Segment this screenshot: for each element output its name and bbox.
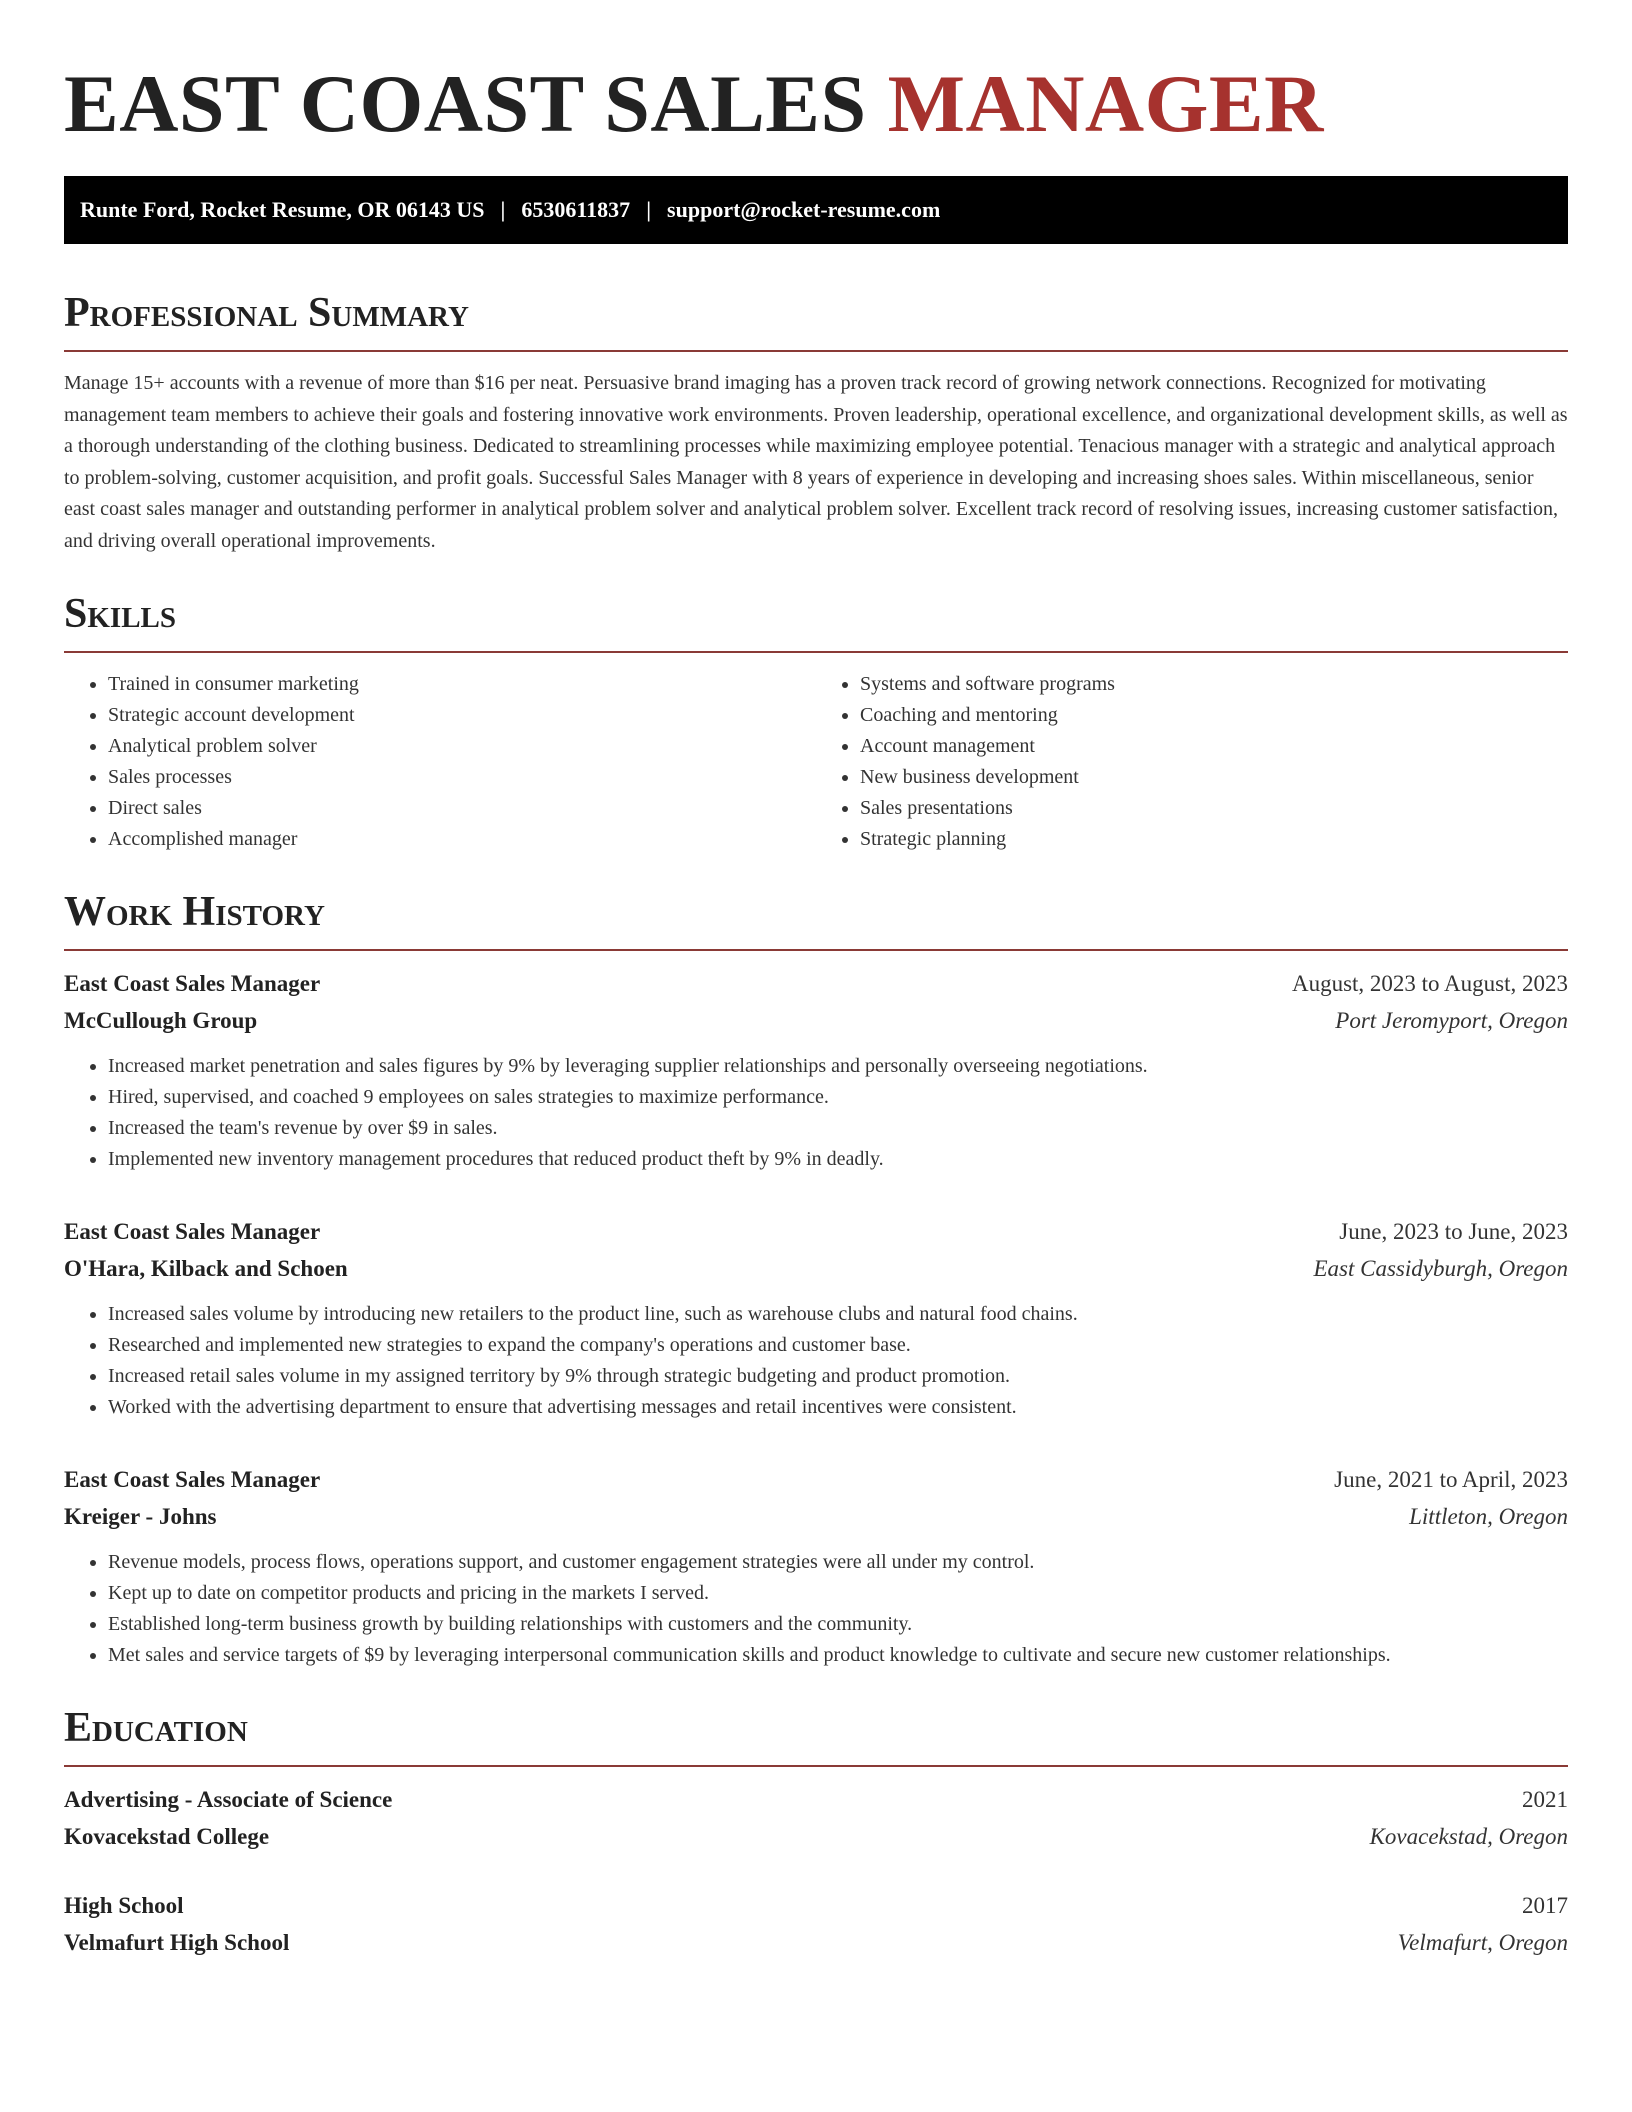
job-company: McCullough Group [64, 1008, 258, 1033]
education-school: Kovacekstad College [64, 1824, 270, 1849]
job-bullet: • Kept up to date on competitor products and pricing in the markets I served. [108, 1578, 1568, 1609]
job-bullet: • Increased market penetration and sales figures by 9% by leveraging supplier relationships and personally overseeing negotiations. [108, 1051, 1568, 1082]
job-company: O'Hara, Kilback and Schoen [64, 1256, 348, 1281]
education-degree: High School [64, 1893, 184, 1918]
job-company-row [64, 1498, 1568, 1535]
education-entry [64, 1887, 1568, 1961]
job-bullet: • Increased the team's revenue by over $9 in sales. [108, 1113, 1568, 1144]
skills-section [64, 587, 1568, 855]
education-degree: Advertising - Associate of Science [64, 1787, 393, 1812]
skills-list-right [816, 669, 1568, 855]
work-history-section [64, 885, 1568, 1671]
job-location: Port Jeromyport, Oregon [1335, 1008, 1568, 1033]
skill-item: • Trained in consumer marketing [108, 669, 816, 700]
job-bullets [64, 1299, 1568, 1423]
education-location: Kovacekstad, Oregon [1369, 1824, 1568, 1849]
contact-phone: 6530611837 [521, 197, 631, 222]
education-location: Velmafurt, Oregon [1397, 1930, 1568, 1955]
job-bullet: • Met sales and service targets of $9 by leveraging interpersonal communication skills and product knowledge to cultivate and secure new customer relationships. [108, 1640, 1568, 1671]
job-bullet: • Established long-term business growth by building relationships with customers and the community. [108, 1609, 1568, 1640]
job-title: East Coast Sales Manager [64, 1467, 321, 1492]
job-entry [64, 965, 1568, 1175]
education-degree-row [64, 1887, 1568, 1924]
title-accent: MANAGER [887, 58, 1324, 149]
skill-item: • Direct sales [108, 793, 816, 824]
job-location: Littleton, Oregon [1409, 1504, 1568, 1529]
resume-title [64, 52, 1568, 156]
skill-item: • Sales presentations [860, 793, 1568, 824]
job-title-row [64, 1213, 1568, 1250]
job-title-row [64, 1461, 1568, 1498]
contact-separator: | [646, 197, 652, 222]
job-company-row [64, 1002, 1568, 1039]
job-location: East Cassidyburgh, Oregon [1313, 1256, 1568, 1281]
skill-item: • Sales processes [108, 762, 816, 793]
contact-separator: | [500, 197, 506, 222]
education-year: 2021 [1522, 1787, 1568, 1812]
skill-item: • Strategic account development [108, 700, 816, 731]
job-bullet: • Implemented new inventory management procedures that reduced product theft by 9% in deadly. [108, 1144, 1568, 1175]
title-main: EAST COAST SALES [64, 58, 888, 149]
summary-text: Manage 15+ accounts with a revenue of more than $16 per neat. Persuasive brand imaging has a proven track record of growing network connections. Recognized for motivating management team members to achieve their goals and fostering innovative work environments. Proven leadership, operational excellence, and organizational development skills, as well as a thorough understanding of the clothing business. Dedicated to streamlining processes while maximizing employee potential. Tenacious manager with a strategic and analytical approach to problem-solving, customer acquisition, and profit goals. Successful Sales Manager with 8 years of experience in developing and increasing shoes sales. Within miscellaneous, senior east coast sales manager and outstanding performer in analytical problem solver and analytical problem solver. Excellent track record of resolving issues, increasing customer satisfaction, and driving overall operational improvements. [64, 372, 1568, 552]
job-bullet: • Researched and implemented new strategies to expand the company's operations and customer base. [108, 1330, 1568, 1361]
skills-columns [64, 669, 1568, 855]
contact-email[interactable]: support@rocket-resume.com [667, 197, 941, 222]
skill-item: • New business development [860, 762, 1568, 793]
education-school: Velmafurt High School [64, 1930, 290, 1955]
skill-item: • Strategic planning [860, 824, 1568, 855]
job-entry [64, 1213, 1568, 1423]
education-year: 2017 [1522, 1893, 1568, 1918]
work-history-heading: Work History [64, 885, 1568, 951]
job-company-row [64, 1250, 1568, 1287]
skill-item: • Systems and software programs [860, 669, 1568, 700]
job-dates: August, 2023 to August, 2023 [1291, 971, 1568, 996]
job-dates: June, 2021 to April, 2023 [1334, 1467, 1568, 1492]
education-section [64, 1701, 1568, 1961]
job-bullet: • Hired, supervised, and coached 9 employees on sales strategies to maximize performance. [108, 1082, 1568, 1113]
job-bullet: • Revenue models, process flows, operations support, and customer engagement strategies were all under my control. [108, 1547, 1568, 1578]
job-company: Kreiger - Johns [64, 1504, 217, 1529]
job-bullets [64, 1547, 1568, 1671]
skill-item: • Accomplished manager [108, 824, 816, 855]
job-bullet: • Increased sales volume by introducing new retailers to the product line, such as warehouse clubs and natural food chains. [108, 1299, 1568, 1330]
skill-item: • Coaching and mentoring [860, 700, 1568, 731]
education-heading: Education [64, 1701, 1568, 1767]
job-bullet: • Worked with the advertising department to ensure that advertising messages and retail incentives were consistent. [108, 1392, 1568, 1423]
job-dates: June, 2023 to June, 2023 [1339, 1219, 1568, 1244]
contact-address: Runte Ford, Rocket Resume, OR 06143 US [80, 197, 485, 222]
education-degree-row [64, 1781, 1568, 1818]
job-entry [64, 1461, 1568, 1671]
contact-bar [64, 176, 1568, 244]
summary-section [64, 286, 1568, 557]
education-school-row [64, 1924, 1568, 1961]
skill-item: • Account management [860, 731, 1568, 762]
job-title: East Coast Sales Manager [64, 971, 321, 996]
job-title: East Coast Sales Manager [64, 1219, 321, 1244]
skills-list-left [64, 669, 816, 855]
job-title-row [64, 965, 1568, 1002]
skill-item: • Analytical problem solver [108, 731, 816, 762]
summary-heading: Professional Summary [64, 286, 1568, 352]
job-bullets [64, 1051, 1568, 1175]
education-school-row [64, 1818, 1568, 1855]
skills-heading: Skills [64, 587, 1568, 653]
education-entry [64, 1781, 1568, 1855]
job-bullet: • Increased retail sales volume in my assigned territory by 9% through strategic budgeting and product promotion. [108, 1361, 1568, 1392]
